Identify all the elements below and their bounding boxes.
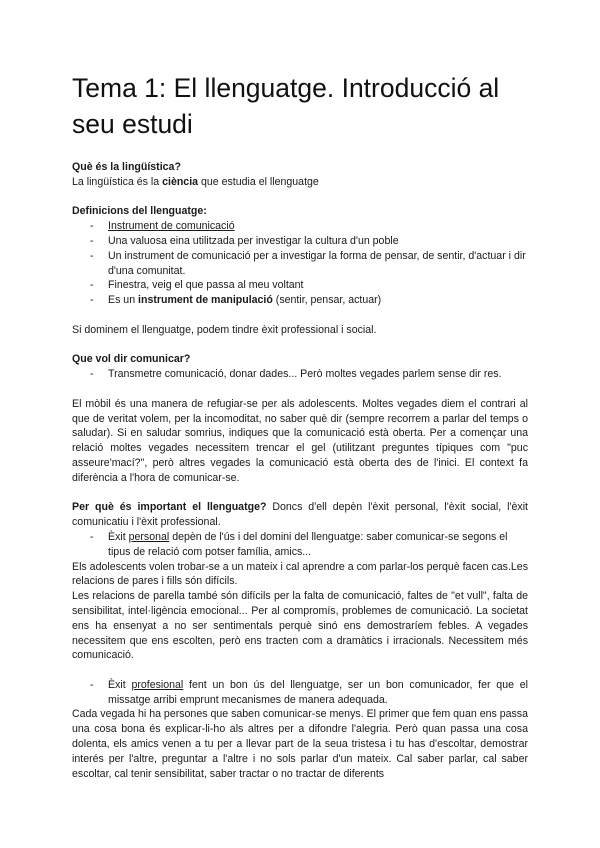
list-item: - Una valuosa eina utilitzada per investigar la cultura d'un poble (72, 234, 528, 249)
list-item: - Finestra, veig el que passa al meu voltant (72, 278, 528, 293)
section-heading-comunicar: Que vol dir comunicar? (72, 353, 191, 366)
list-item: - Èxit profesional fent un bon ús del llenguatge, ser un bon comunicador, fer que el missatge arribi emprunt mecanismes de manera adequada. (72, 678, 528, 708)
paragraph: Si dominem el llenguatge, podem tindre èxit professional i social. (72, 323, 377, 336)
paragraph: Cada vegada hi ha persones que saben comunicar-se menys. El primer que fem quan ens passa una cosa bona és explicar-li-ho als altres per a difondre l'alegria. Però quan passa una cosa dolenta, els amics venen a tu per a llevar part de la seua tristesa i tu has d'escoltar, demostrar interés per l'altre, preguntar a l'altre i no sols parlar d'un mateix. Cal saber parlar, cal saber escoltar, cal tenir sensibilitat, saber tractar o no tractar de diferents (72, 708, 528, 780)
exit-list-professional (72, 678, 528, 708)
document-body (72, 160, 528, 781)
list-item: - Un instrument de comunicació per a investigar la forma de pensar, de sentir, d'actuar i dir d'una comunitat. (72, 249, 528, 279)
section-heading-importancia: Per què és important el llenguatge? Doncs d'ell depèn l'èxit personal, l'èxit social, l'èxit comunicatiu i l'èxit professional. (72, 501, 528, 529)
exit-list-personal (72, 530, 528, 560)
list-item: - Èxit personal depèn de l'ús i del domini del llenguatge: saber comunicar-se segons el tipus de relació com potser família, amics... (72, 530, 528, 560)
paragraph: Les relacions de parella també són difícils per la falta de comunicació, faltes de "et vull", falta de sensibilitat, intel·ligència emocional... Per al compromís, problemes de comunicació. La societat ens ha ensenyat a no ser sentimentals perquè sinó ens demostraríem febles. A vegades necessitem que ens escolten, però ens tracten com a dramàtics i irracionals. Necessitem més comunicació. (72, 590, 528, 662)
list-item: - Transmetre comunicació, donar dades... Però moltes vegades parlem sense dir res. (72, 367, 528, 382)
list-item: - Instrument de comunicació (72, 219, 528, 234)
section-heading-definicions: Definicions del llenguatge: (72, 205, 207, 218)
comunicar-list (72, 367, 528, 382)
linguistica-definition: La lingüística és la ciència que estudia el llenguatge (72, 175, 319, 188)
paragraph: El mòbil és una manera de refugiar-se per als adolescents. Moltes vegades diem el contrari al que de veritat volem, per la incomoditat, no saber què dir (sempre recorrem a parlar del temps o saludar). Si en saludar somrius, indiques que la comunicació està oberta. Per a començar una relació moltes vegades necessitem trencar el gel (utilitzant preguntes típiques com "puc asseure'mací?", però altres vegades la comunicació està oberta des de l'inici. El context fa diferència a l'hora de comunicar-se. (72, 397, 528, 484)
list-item: - Es un instrument de manipulació (sentir, pensar, actuar) (72, 293, 528, 308)
definitions-list (72, 219, 528, 308)
page-title: Tema 1: El llenguatge. Introducció al seu estudi (72, 73, 500, 139)
section-heading-linguistica: Què és la lingüística? (72, 161, 181, 173)
paragraph: Els adolescents volen trobar-se a un mateix i cal aprendre a com parlar-los perquè facen cas.Les relacions de pares i fills són difícils. (72, 560, 528, 588)
